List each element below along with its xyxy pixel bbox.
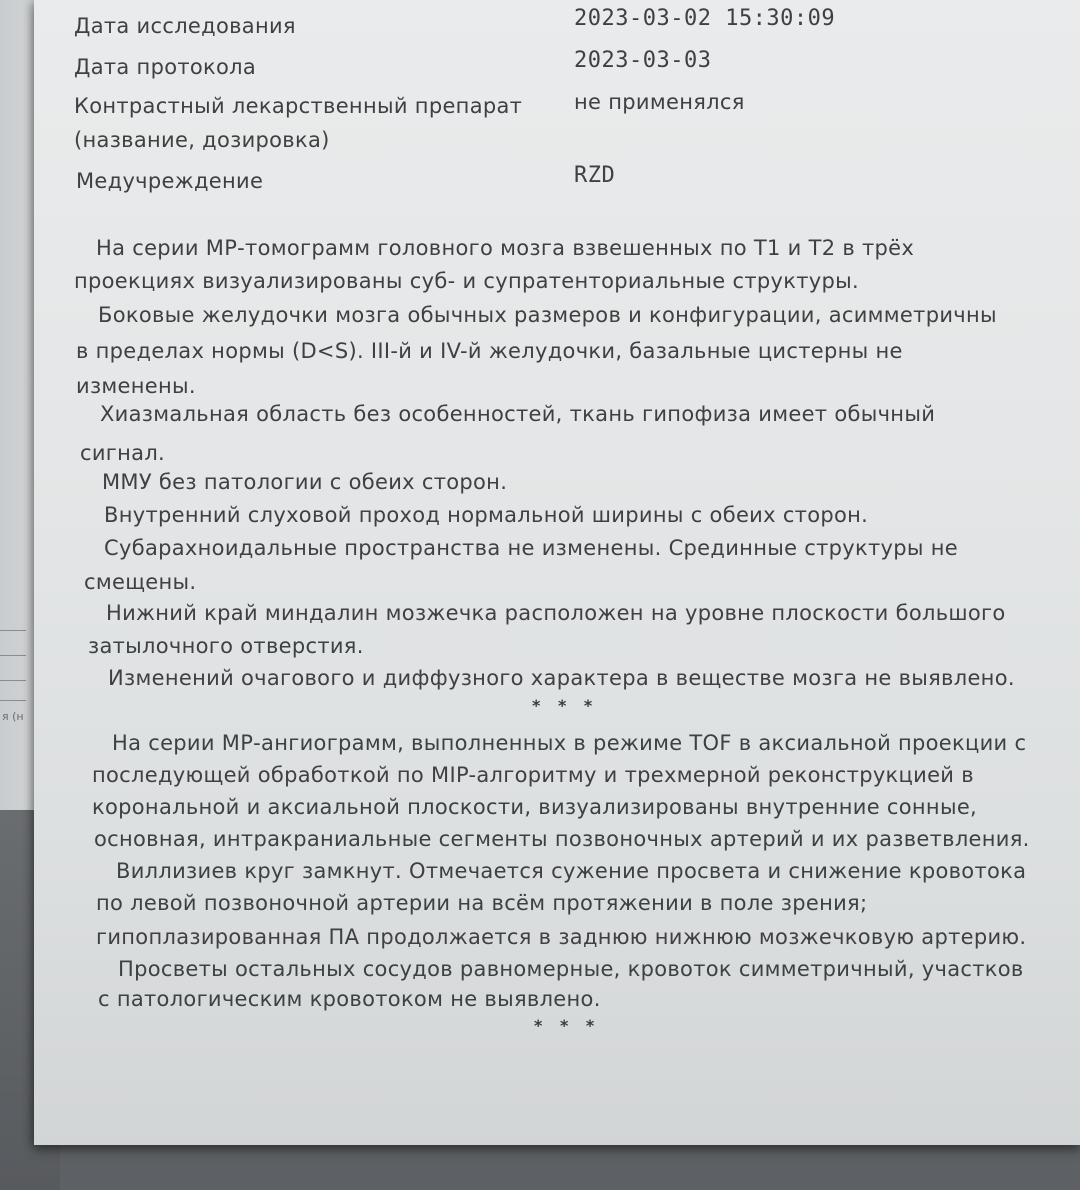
mri-line: Нижний край миндалин мозжечка расположен на уровне плоскости большого [106, 601, 1006, 625]
institution-label: Медучреждение [76, 169, 264, 193]
angio-line: гипоплазированная ПА продолжается в заднюю нижнюю мозжечковую артерию. [96, 925, 1027, 949]
institution-value: RZD [574, 163, 616, 188]
study-date-value: 2023-03-02 15:30:09 [574, 6, 836, 31]
mri-line: в пределах нормы (D<S). III-й и IV-й желудочки, базальные цистерны не [76, 339, 903, 363]
contrast-label-line2: (название, дозировка) [74, 128, 330, 152]
mri-line: Субарахноидальные пространства не изменены. Срединные структуры не [104, 536, 959, 560]
angio-line: Просветы остальных сосудов равномерные, кровоток симметричный, участков [118, 957, 1024, 981]
mri-line: сигнал. [80, 441, 166, 465]
section-separator: * * * [532, 696, 599, 715]
angio-line: последующей обработкой по MIP-алгоритму и трехмерной реконструкцией в [92, 763, 974, 787]
contrast-value: не применялся [574, 90, 745, 114]
underlying-line [0, 680, 26, 681]
study-date-label: Дата исследования [74, 14, 296, 38]
underlying-line [0, 630, 26, 631]
underlying-line [0, 655, 26, 656]
protocol-date-label: Дата протокола [74, 55, 257, 79]
mri-line: Изменений очагового и диффузного характера в веществе мозга не выявлено. [108, 666, 1015, 690]
contrast-label-line1: Контрастный лекарственный препарат [74, 94, 523, 118]
mri-line: Боковые желудочки мозга обычных размеров и конфигурации, асимметричны [98, 303, 997, 327]
angio-line: основная, интракраниальные сегменты позвоночных артерий и их разветвления. [94, 827, 1030, 851]
section-separator: * * * [534, 1016, 601, 1035]
underlying-line [0, 700, 26, 701]
mri-line: Хиазмальная область без особенностей, ткань гипофиза имеет обычный [100, 402, 936, 426]
angio-line: по левой позвоночной артерии на всём протяжении в поле зрения; [96, 891, 868, 915]
angio-line: Виллизиев круг замкнут. Отмечается сужение просвета и снижение кровотока [116, 859, 1027, 883]
angio-line: с патологическим кровотоком не выявлено. [98, 987, 601, 1011]
mri-line: ММУ без патологии с обеих сторон. [102, 470, 508, 494]
mri-line: затылочного отверстия. [88, 634, 364, 658]
underlying-sheet-text: я (н [2, 710, 24, 723]
mri-line: изменены. [76, 374, 196, 398]
angio-line: На серии МР-ангиограмм, выполненных в режиме TOF в аксиальной проекции с [112, 731, 1027, 755]
mri-line: проекциях визуализированы суб- и супратенториальные структуры. [74, 269, 859, 293]
protocol-date-value: 2023-03-03 [574, 48, 712, 73]
mri-line: Внутренний слуховой проход нормальной ширины с обеих сторон. [104, 503, 869, 527]
document-page [34, 0, 1080, 1145]
mri-line: смещены. [84, 570, 197, 594]
mri-line: На серии МР-томограмм головного мозга взвешенных по Т1 и Т2 в трёх [96, 236, 915, 260]
angio-line: корональной и аксиальной плоскости, визуализированы внутренние сонные, [92, 795, 978, 819]
